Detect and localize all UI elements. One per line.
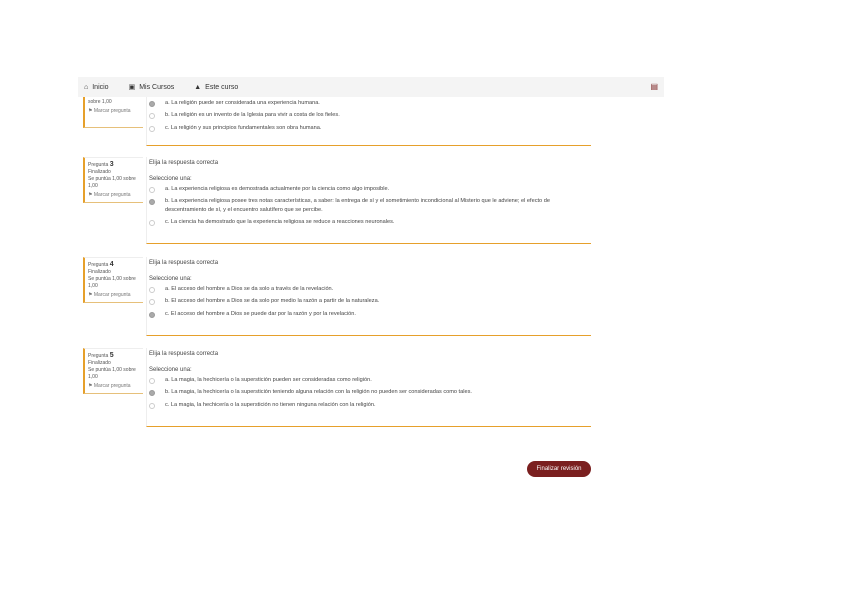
flag-label: Marcar pregunta [93,382,131,389]
question-info [83,157,143,203]
question-4 [83,257,591,337]
answer-option[interactable] [149,218,591,226]
select-prompt: Seleccione una: [149,276,192,282]
nav-courses-label: Mis Cursos [139,83,175,91]
radio-button[interactable] [149,220,155,226]
answer-text: b. La religión es un invento de la Iglesia para vivir a costa de los fieles. [165,112,340,119]
flag-question-link[interactable] [88,383,140,390]
nav-home[interactable] [84,84,109,91]
answer-option[interactable] [149,197,591,214]
answer-option[interactable] [149,388,591,396]
nav-home-label: Inicio [92,83,109,91]
radio-button[interactable] [149,299,155,305]
nav-this-course-label: Este curso [205,83,239,91]
answer-option[interactable] [149,285,591,293]
question-text: Elija la respuesta correcta [149,260,219,266]
flag-question-link[interactable] [88,108,140,115]
flag-icon: ⚑ [88,382,93,389]
question-content [146,157,591,244]
nav-my-courses[interactable] [129,83,175,91]
answer-text: a. La experiencia religiosa es demostrada actualmente por la ciencia como algo imposible. [165,186,390,192]
answer-option[interactable] [149,376,591,384]
flag-question-link[interactable] [88,192,140,199]
flag-icon: ⚑ [88,107,93,114]
question-content [146,257,591,336]
answer-text: c. La religión y sus principios fundamentales son obra humana. [165,124,322,131]
question-3 [83,157,591,245]
answer-text: b. La magia, la hechicería o la superstición teniendo alguna relación con la religión no pueden ser consideradas como tales. [165,389,472,396]
question-number: Pregunta 3 [88,161,114,168]
question-info [83,348,143,394]
question-state: Finalizado [88,269,111,276]
question-5 [83,348,591,428]
top-navbar [78,77,664,97]
radio-button[interactable] [149,378,155,384]
radio-button[interactable] [149,199,155,205]
flag-question-link[interactable] [88,292,140,299]
question-number: Pregunta 4 [88,261,114,268]
answer-option[interactable] [149,310,591,318]
question-content [146,348,591,427]
answer-option[interactable] [149,111,591,119]
select-prompt: Seleccione una: [149,176,192,182]
question-state: Finalizado [88,169,111,176]
question-state: Finalizado [88,360,111,367]
answer-option[interactable] [149,124,591,132]
question-number: Pregunta 5 [88,352,114,359]
question-info [83,97,143,128]
answer-text: c. La magia, la hechicería o la superstición no tienen ninguna relación con la religión. [165,401,376,408]
grade-text: Se puntúa 1,00 sobre 1,00 [88,176,136,189]
answer-text: a. El acceso del hombre a Dios se da solo a través de la revelación. [165,286,334,292]
question-text: Elija la respuesta correcta [149,160,219,166]
radio-button[interactable] [149,101,155,107]
flag-label: Marcar pregunta [93,191,131,198]
grade-text: sobre 1,00 [88,99,112,105]
flag-label: Marcar pregunta [93,291,131,298]
answer-text: b. La experiencia religiosa posee tres notas características, a saber: la entrega de sí y el sometimiento incondicional al Misterio que le adviene; el efecto de descentramiento de sí, y el encuentro salutífero que se percibe. [165,198,550,213]
answer-text: b. El acceso del hombre a Dios se da solo por medio la razón a partir de la naturaleza. [165,298,380,305]
answer-text: c. La ciencia ha demostrado que la experiencia religiosa se reduce a reacciones neuronales. [165,219,395,226]
answer-text: a. La religión puede ser considerada una experiencia humana. [165,100,320,106]
question-info [83,257,143,303]
radio-button[interactable] [149,390,155,396]
radio-button[interactable] [149,113,155,119]
answer-option[interactable] [149,297,591,305]
question-content [146,97,591,146]
answer-option[interactable] [149,185,591,193]
radio-button[interactable] [149,287,155,293]
select-prompt: Seleccione una: [149,367,192,373]
question-text: Elija la respuesta correcta [149,351,219,357]
answer-text: c. El acceso del hombre a Dios se puede dar por la razón y por la revelación. [165,310,356,317]
grade-text: Se puntúa 1,00 sobre 1,00 [88,367,136,380]
answer-text: a. La magia, la hechicería o la superstición pueden ser consideradas como religión. [165,377,372,383]
home-icon: ⌂ [84,83,89,91]
answer-option[interactable] [149,401,591,409]
flag-icon: ⚑ [88,191,93,198]
drawer-toggle-icon[interactable]: ▤ [650,82,658,91]
nav-this-course[interactable] [194,84,238,91]
flag-label: Marcar pregunta [93,107,131,114]
sitemap-icon: ▲ [194,83,202,91]
radio-button[interactable] [149,187,155,193]
answer-option[interactable] [149,99,591,107]
radio-button[interactable] [149,312,155,318]
finish-review-button[interactable]: Finalizar revisión [527,461,591,477]
radio-button[interactable] [149,403,155,409]
question-2 [83,97,591,145]
radio-button[interactable] [149,126,155,132]
briefcase-icon: ▣ [128,84,136,91]
grade-text: Se puntúa 1,00 sobre 1,00 [88,276,136,289]
flag-icon: ⚑ [88,291,93,298]
